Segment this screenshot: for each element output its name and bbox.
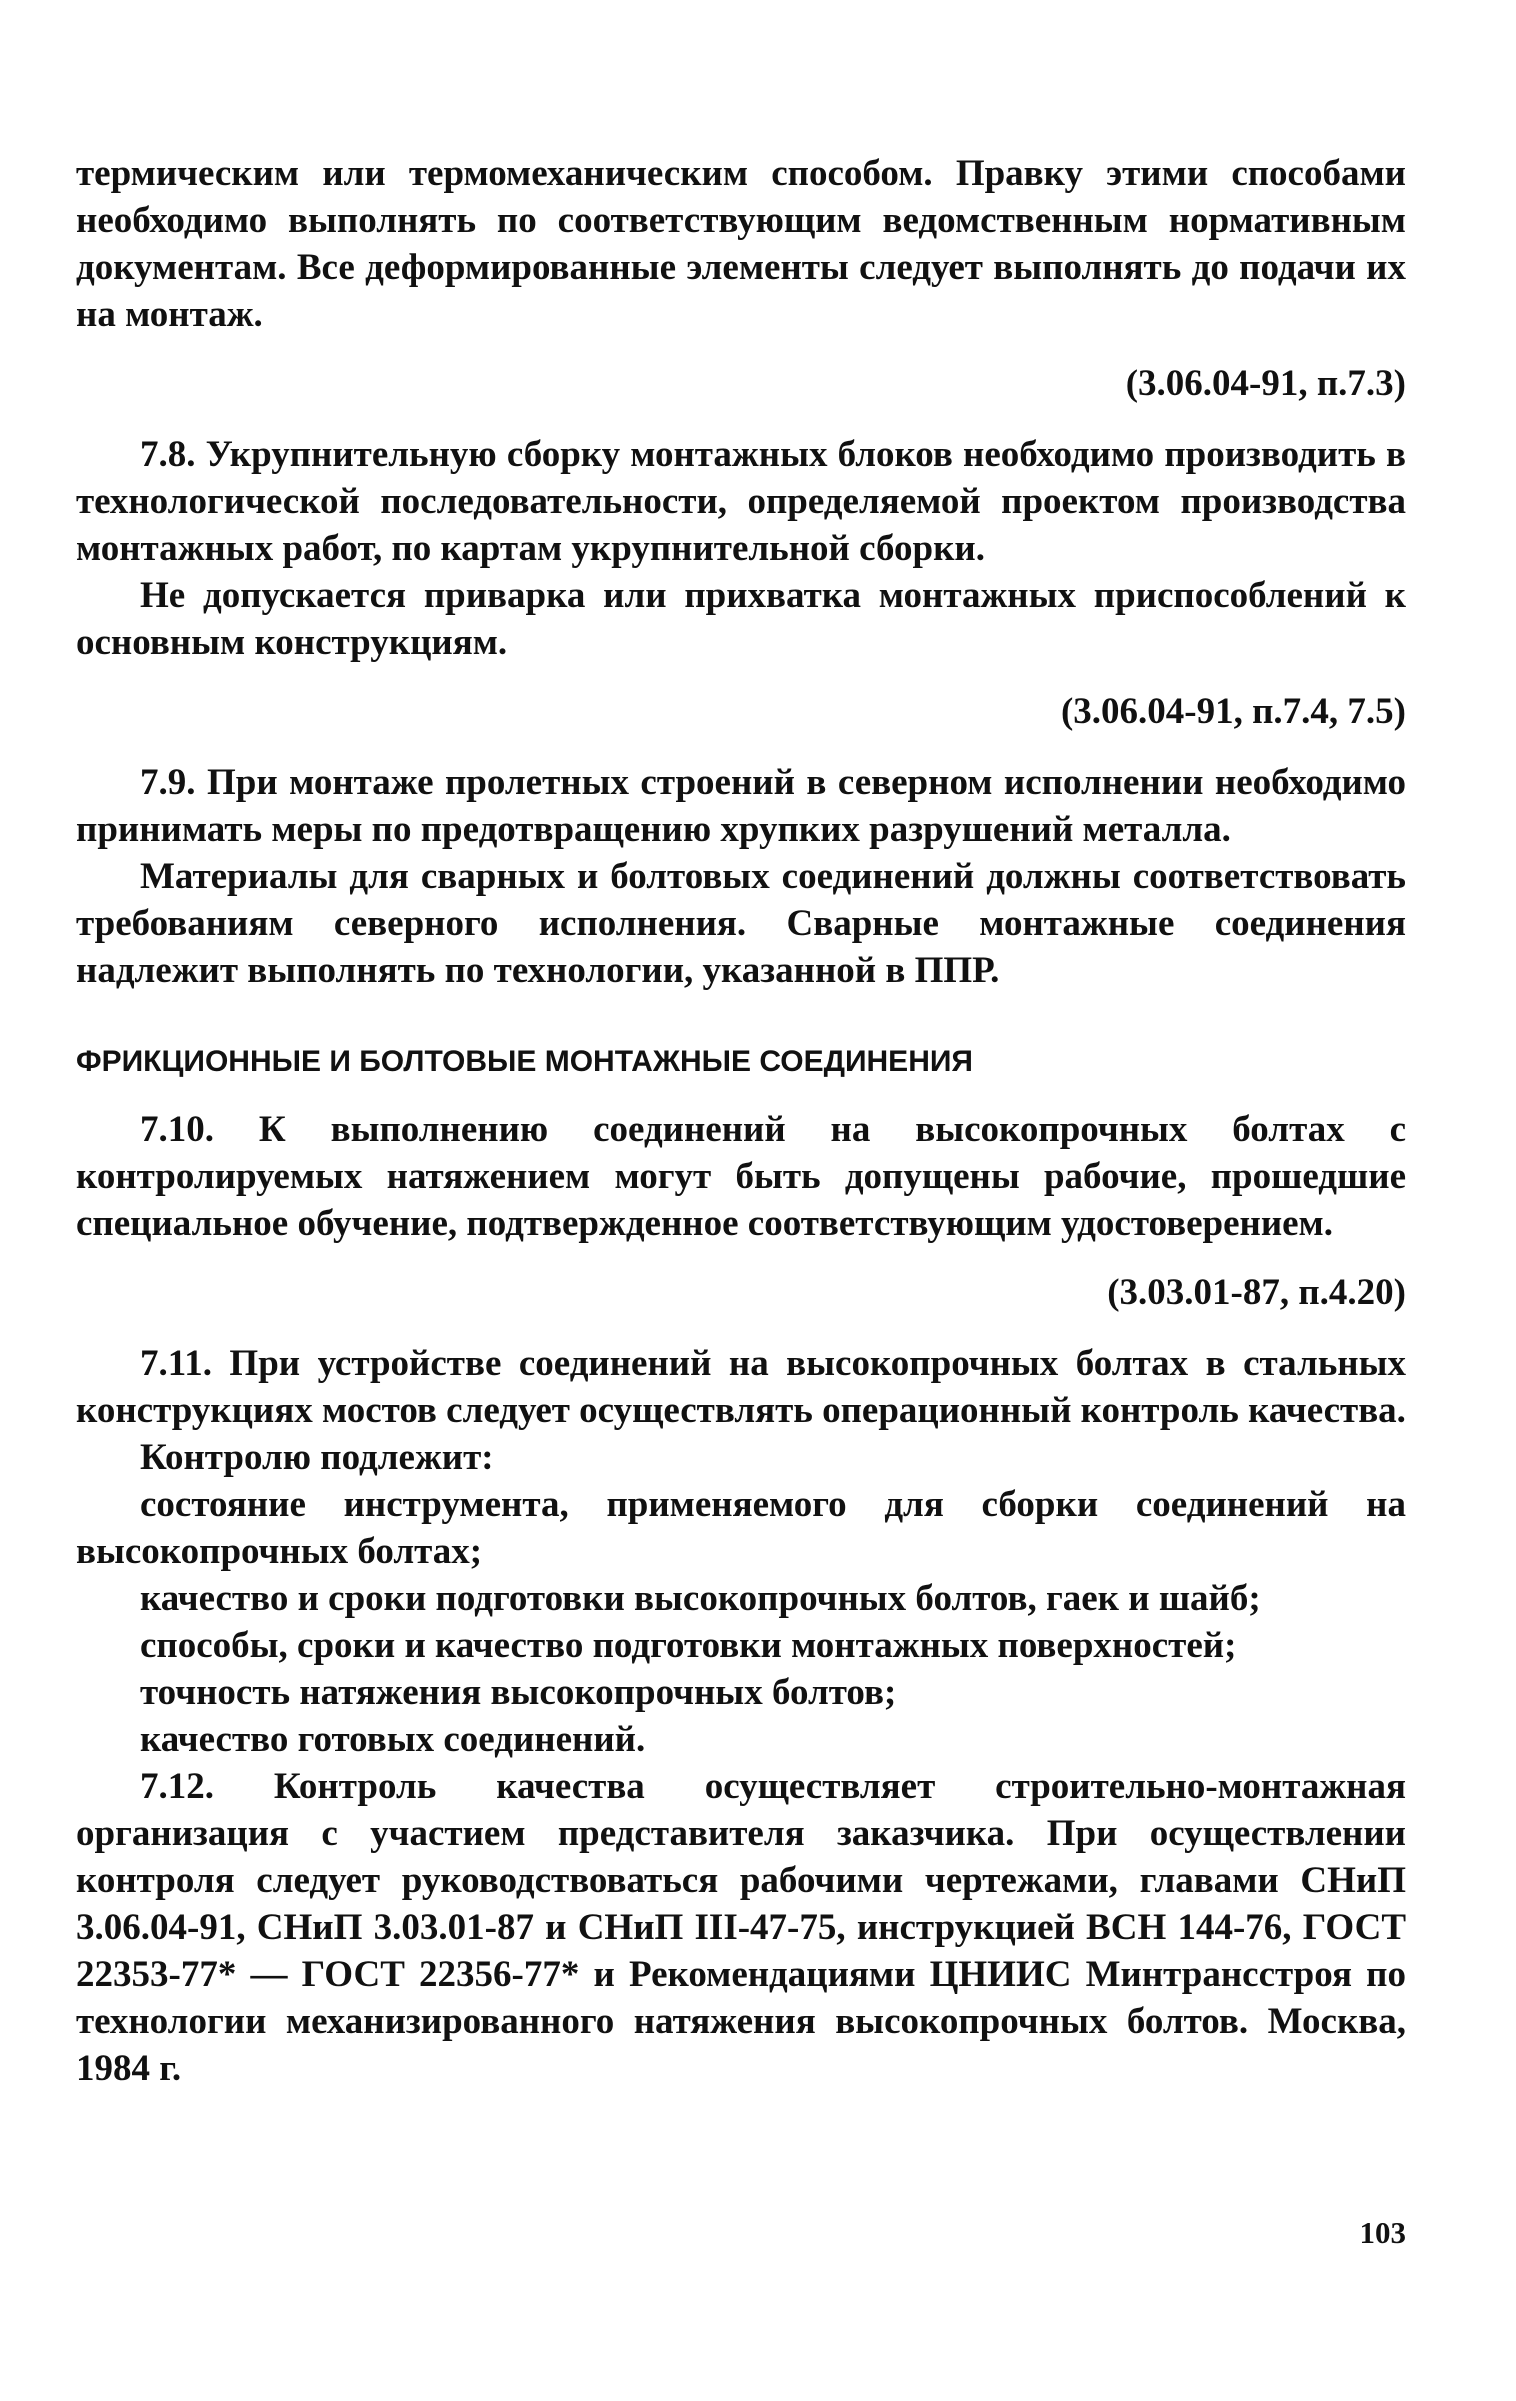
paragraph-7-8-note: Не допускается приварка или прихватка монтажных приспособлений к основным конструкциям. bbox=[76, 575, 1406, 663]
paragraph-7-10: 7.10. К выполнению соединений на высокопрочных болтах с контролируемых натяжением могут быть допущены рабочие, прошедшие специальное обучение, подтвержденное соответствующим удостоверением. bbox=[76, 1109, 1406, 1244]
list-item-tool-state: состояние инструмента, применяемого для сборки соединений на высокопрочных болтах; bbox=[76, 1484, 1406, 1572]
reference-3-06-04-91-p7-4: (3.06.04-91, п.7.4, 7.5) bbox=[1060, 691, 1406, 732]
reference-3-03-01-87: (3.03.01-87, п.4.20) bbox=[1107, 1272, 1406, 1313]
list-item-tension-accuracy: точность натяжения высокопрочных болтов; bbox=[140, 1672, 897, 1713]
paragraph-7-12: 7.12. Контроль качества осуществляет строительно-монтажная организация с участием представителя заказчика. При осуществлении контроля следует руководствоваться рабочими чертежами, главами СНиП 3.06.04-91, СНиП 3.03.01-87 и СНиП III-47-75, инструкцией ВСН 144-76, ГОСТ 22353-77* — ГОСТ 22356-77* и Рекомендациями ЦНИИС Минтрансстроя по технологии механизированного натяжения высокопрочных болтов. Москва, 1984 г. bbox=[76, 1766, 1406, 2089]
reference-3-06-04-91-p7-3: (3.06.04-91, п.7.3) bbox=[1125, 363, 1406, 404]
page-number: 103 bbox=[1359, 2215, 1406, 2250]
list-item-surface-preparation: способы, сроки и качество подготовки монтажных поверхностей; bbox=[140, 1625, 1237, 1666]
paragraph-7-11: 7.11. При устройстве соединений на высокопрочных болтах в стальных конструкциях мостов следует осуществлять операционный контроль качества. bbox=[76, 1343, 1406, 1431]
list-item-finished-joints: качество готовых соединений. bbox=[140, 1719, 646, 1760]
paragraph-7-9-materials: Материалы для сварных и болтовых соединений должны соответствовать требованиям северного исполнения. Сварные монтажные соединения надлежит выполнять по технологии, указанной в ППР. bbox=[76, 856, 1406, 991]
paragraph-7-9: 7.9. При монтаже пролетных строений в северном исполнении необходимо принимать меры по предотвращению хрупких разрушений металла. bbox=[76, 762, 1406, 850]
section-heading: ФРИКЦИОННЫЕ И БОЛТОВЫЕ МОНТАЖНЫЕ СОЕДИНЕНИЯ bbox=[76, 1045, 973, 1078]
paragraph-intro: термическим или термомеханическим способом. Правку этими способами необходимо выполнять по соответствующим ведомственным нормативным документам. Все деформированные элементы следует выполнять до подачи их на монтаж. bbox=[76, 153, 1406, 335]
document-page bbox=[76, 150, 1406, 2092]
paragraph-7-8: 7.8. Укрупнительную сборку монтажных блоков необходимо производить в технологической последовательности, определяемой проектом производства монтажных работ, по картам укрупнительной сборки. bbox=[76, 434, 1406, 569]
paragraph-7-11-control: Контролю подлежит: bbox=[140, 1437, 494, 1478]
list-item-bolt-preparation: качество и сроки подготовки высокопрочных болтов, гаек и шайб; bbox=[140, 1578, 1261, 1619]
